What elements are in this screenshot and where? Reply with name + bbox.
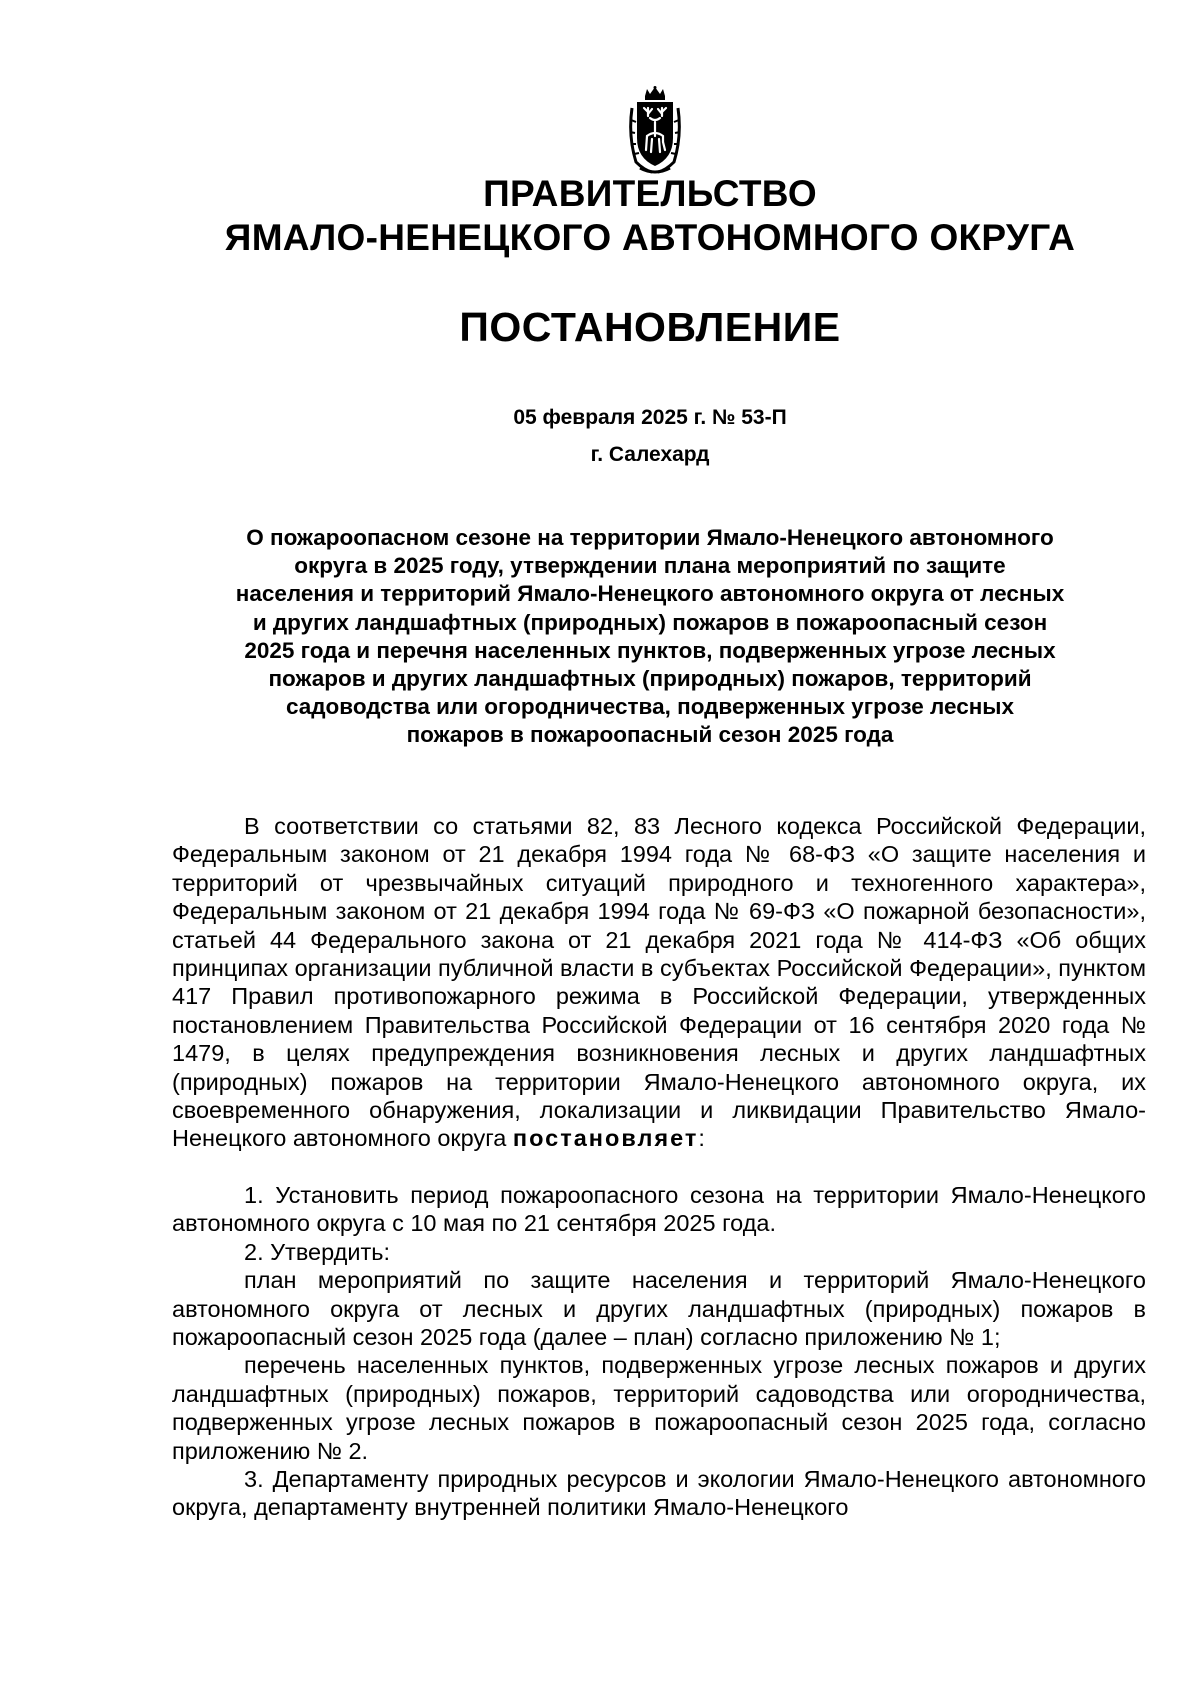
title-line: пожаров и других ландшафтных (природных) пожаров, территорий [268, 666, 1032, 692]
title-line: пожаров в пожароопасный сезон 2025 года [406, 722, 894, 748]
decree-word: постановляет [512, 1125, 699, 1152]
title-line: и других ландшафтных (природных) пожаров в пожароопасный сезон [252, 609, 1048, 635]
title-line: 2025 года и перечня населенных пунктов, подверженных угрозе лесных [244, 637, 1056, 663]
title-line: садоводства или огородничества, подверженных угрозе лесных [285, 694, 1015, 720]
government-name-line1: ПРАВИТЕЛЬСТВО [483, 173, 817, 214]
preamble-paragraph [172, 812, 1146, 1153]
item-1-paragraph: 1. Установить период пожароопасного сезона на территории Ямало-Ненецкого автономного округа с 10 мая по 21 сентября 2025 года. [172, 1181, 1146, 1237]
document-type-heading: ПОСТАНОВЛЕНИЕ [459, 304, 841, 350]
document-body [172, 812, 1146, 1522]
item-2-paragraph: 2. Утвердить: [244, 1238, 391, 1265]
item-2-subitem-plan: план мероприятий по защите населения и территорий Ямало-Ненецкого автономного округа от лесных и других ландшафтных (природных) пожаров в пожароопасный сезон 2025 года (далее – план) согласно приложению № 1; [172, 1267, 1146, 1350]
decree-colon: : [698, 1125, 705, 1152]
document-title [150, 524, 1150, 750]
title-line: округа в 2025 году, утверждении плана мероприятий по защите [294, 553, 1006, 579]
item-3-paragraph: 3. Департаменту природных ресурсов и экологии Ямало-Ненецкого автономного округа, департаменту внутренней политики Ямало-Ненецкого [172, 1465, 1146, 1521]
preamble-text: В соответствии со статьями 82, 83 Лесного кодекса Российской Федерации, Федеральным законом от 21 декабря 1994 года № 68-ФЗ «О защите населения и территорий от чрезвычайных ситуаций природного и техногенного характера», Федеральным законом от 21 декабря 1994 года № 69-ФЗ «О пожарной безопасности», статьей 44 Федерального закона от 21 декабря 2021 года № 414-ФЗ «Об общих принципах организации публичной власти в субъектах Российской Федерации», пунктом 417 Правил противопожарного режима в Российской Федерации, утвержденных постановлением Правительства Российской Федерации от 16 сентября 2020 года № 1479, в целях предупреждения возникновения лесных и других ландшафтных (природных) пожаров на территории Ямало-Ненецкого автономного округа, их своевременного обнаружения, локализации и ликвидации Правительство Ямало-Ненецкого автономного округа [172, 813, 1146, 1152]
document-city: г. Салехард [590, 443, 710, 466]
item-2-subitem-list: перечень населенных пунктов, подверженных угрозе лесных пожаров и других ландшафтных (природных) пожаров, территорий садоводства или огородничества, подверженных угрозе лесных пожаров в пожароопасный сезон 2025 года, согласно приложению № 2. [172, 1352, 1146, 1464]
government-name-line2: ЯМАЛО-НЕНЕЦКОГО АВТОНОМНОГО ОКРУГА [224, 217, 1076, 258]
title-line: О пожароопасном сезоне на территории Ямало-Ненецкого автономного [246, 525, 1054, 550]
document-date-number: 05 февраля 2025 г. № 53-П [513, 406, 787, 429]
coat-of-arms-emblem [628, 86, 682, 176]
title-line: населения и территорий Ямало-Ненецкого автономного округа от лесных [235, 581, 1065, 607]
